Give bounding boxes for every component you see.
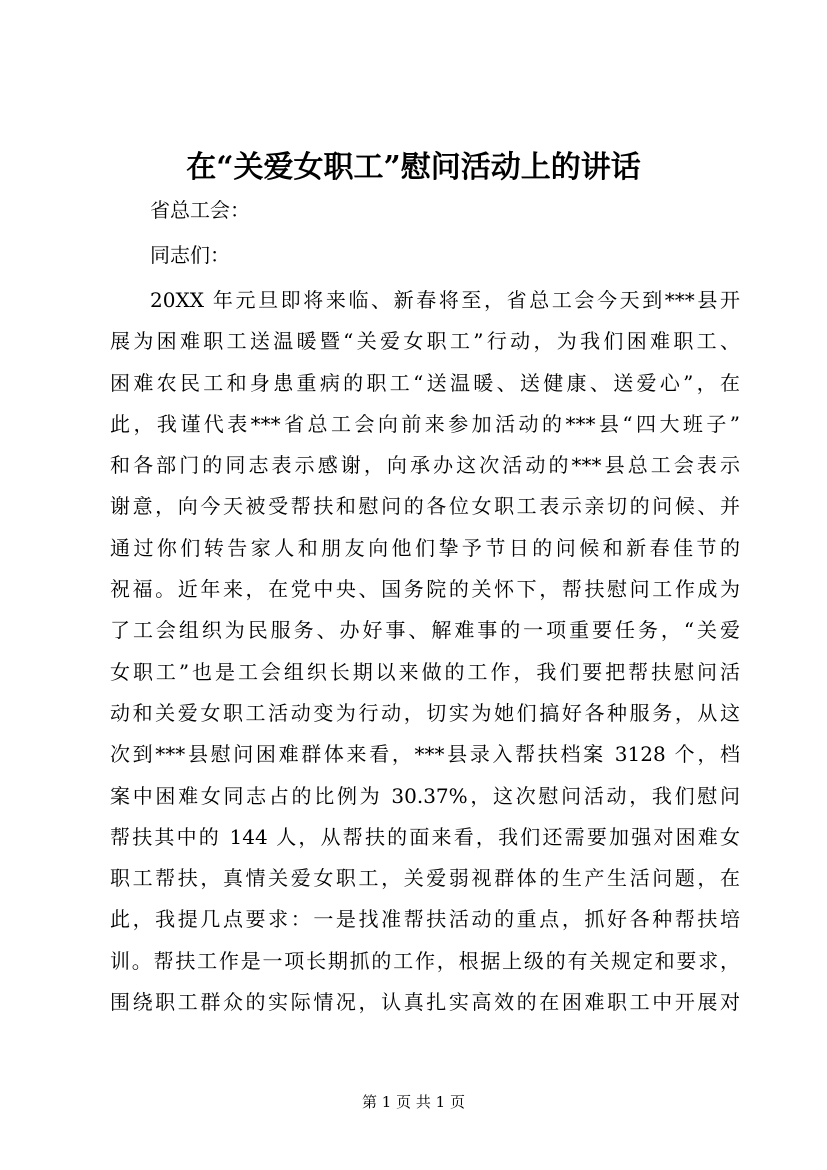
salutation-line: 同志们：	[150, 243, 230, 267]
body-line: 案中困难女同志占的比例为 30.37%，这次慰问活动，我们慰问	[110, 783, 740, 808]
body-line: 围绕职工群众的实际情况，认真扎实高效的在困难职工中开展对	[110, 990, 740, 1015]
body-line: 谢意，向今天被受帮扶和慰问的各位女职工表示亲切的问候、并	[110, 494, 740, 519]
body-line: 困难农民工和身患重病的职工“送温暖、送健康、送爱心”，在	[110, 370, 740, 395]
body-line: 训。帮扶工作是一项长期抓的工作，根据上级的有关规定和要求，	[110, 948, 740, 973]
body-line: 了工会组织为民服务、办好事、解难事的一项重要任务，“关爱	[110, 618, 740, 643]
body-paragraph	[110, 285, 740, 1028]
body-line: 此，我提几点要求：一是找准帮扶活动的重点，抓好各种帮扶培	[110, 907, 740, 932]
body-line: 通过你们转告家人和朋友向他们挚予节日的问候和新春佳节的	[110, 535, 740, 560]
body-line: 女职工”也是工会组织长期以来做的工作，我们要把帮扶慰问活	[110, 659, 740, 684]
body-line: 动和关爱女职工活动变为行动，切实为她们搞好各种服务，从这	[110, 700, 740, 725]
salutation-line: 省总工会：	[150, 198, 250, 222]
body-line: 展为困难职工送温暖暨“关爱女职工”行动，为我们困难职工、	[110, 329, 740, 354]
body-line: 此，我谨代表***省总工会向前来参加活动的***县“四大班子”	[110, 411, 740, 436]
body-line: 和各部门的同志表示感谢，向承办这次活动的***县总工会表示	[110, 453, 740, 478]
page-footer: 第 1 页 共 1 页	[362, 1093, 465, 1111]
body-line: 职工帮扶，真情关爱女职工，关爱弱视群体的生产生活问题，在	[110, 866, 740, 891]
document-title: 在“关爱女职工”慰问活动上的讲话	[186, 150, 641, 185]
body-line: 祝福。近年来，在党中央、国务院的关怀下，帮扶慰问工作成为	[110, 577, 740, 602]
body-line: 次到***县慰问困难群体来看，***县录入帮扶档案 3128 个，档	[110, 742, 740, 767]
body-line: 帮扶其中的 144 人，从帮扶的面来看，我们还需要加强对困难女	[110, 824, 740, 849]
body-line: 20XX 年元旦即将来临、新春将至，省总工会今天到***县开	[150, 288, 740, 312]
